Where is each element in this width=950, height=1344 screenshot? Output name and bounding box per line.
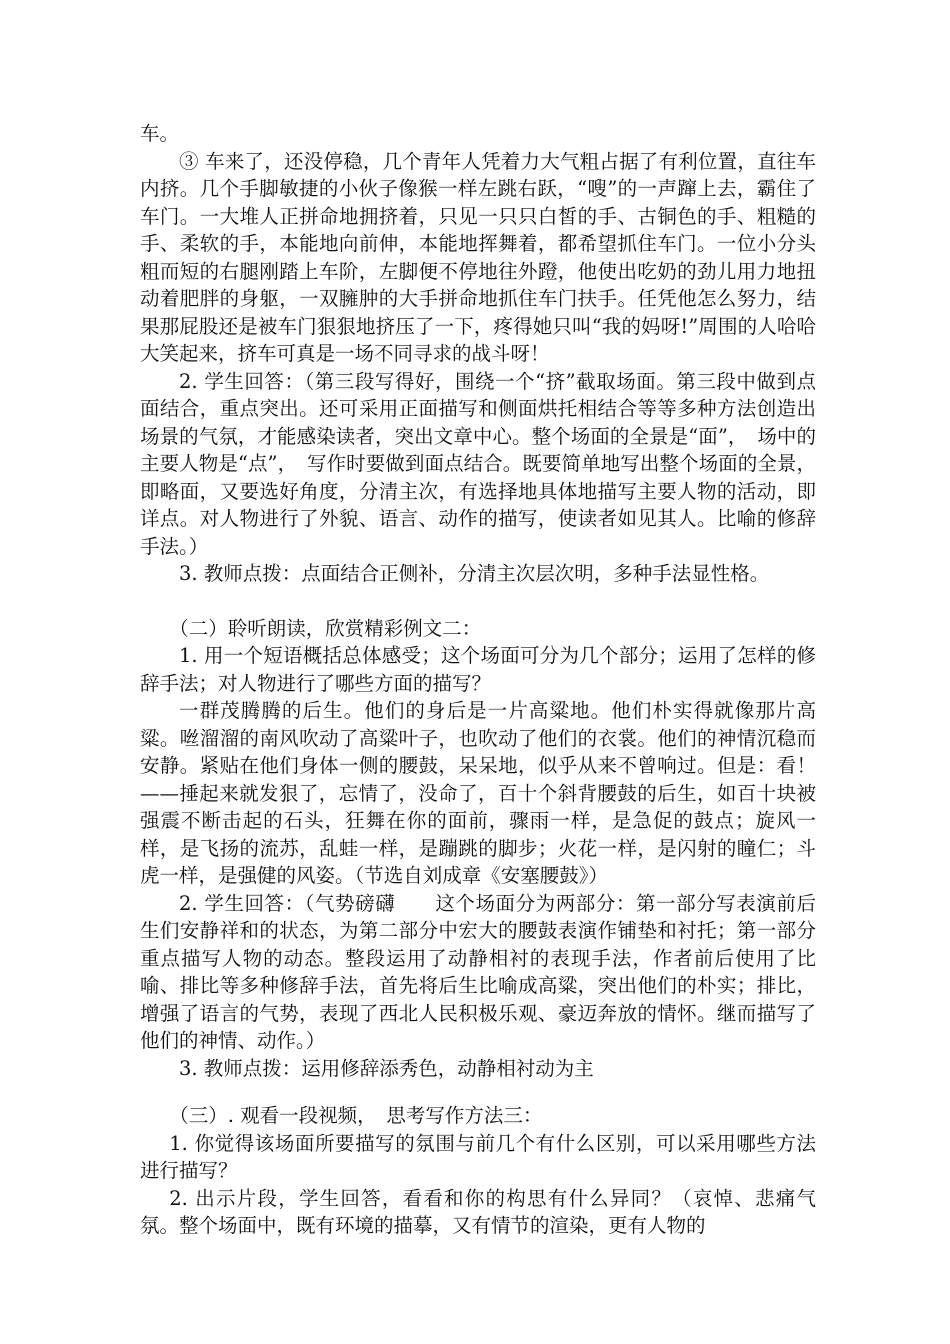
section-heading-3: （三）. 观看一段视频， 思考写作方法三：: [169, 1104, 543, 1127]
paragraph-example-crowded-bus: ③ 车来了，还没停稳，几个青年人凭着力大气粗占据了有利位置，直往车内挤。几个手脚敏捷的小伙子像猴一样左跳右跃，“嗖”的一声蹿上去，霸住了车门。一大堆人正拼命地拥挤着，只见一只只白皙的手、古铜色的手、粗糙的手、柔软的手，本能地向前伸，本能地挥舞着，都希望抓住车门。一位小分头粗而短的右腿刚踏上车阶，左脚便不停地往外蹬，他使出吃奶的劲儿用力地扭动着肥胖的身躯，一双臃肿的大手拼命地抓住车门扶手。任凭他怎么努力，结果那屁股还是被车门狠狠地挤压了一下，疼得她只叫“我的妈呀!”周围的人哈哈大笑起来，挤车可真是一场不同寻求的战斗呀！: [140, 149, 816, 365]
paragraph-continuation: 车。: [140, 122, 180, 145]
paragraph-student-answer-2: 2. 学生回答：（气势磅礴 这个场面分为两部分：第一部分写表演前后生们安静祥和的状态，为第二部分中宏大的腰鼓表演作铺垫和衬托；第一部分重点描写人物的动态。整段运用了动静相衬的表现手法，作者前后使用了比喻、排比等多种修辞手法，首先将后生比喻成高粱，突出他们的朴实；排比，增强了语言的气势，表现了西北人民积极乐观、豪迈奔放的情怀。继而描写了他们的神情、动作。）: [140, 891, 816, 1052]
spacer: [140, 588, 816, 615]
paragraph-question-2: 1. 用一个短语概括总体感受；这个场面可分为几个部分；运用了怎样的修辞手法；对人物进行了哪些方面的描写？: [140, 644, 816, 695]
paragraph-question-3: 1. 你觉得该场面所要描写的氛围与前几个有什么区别，可以采用哪些方法进行描写？: [140, 1131, 816, 1182]
section-heading-2: （二）聆听朗读，欣赏精彩例文二：: [169, 616, 482, 640]
paragraph-teacher-tip-1: 3. 教师点拨：点面结合正侧补，分清主次层次明，多种手法显性格。: [179, 562, 770, 585]
paragraph-teacher-tip-2: 3. 教师点拨：运用修辞添秀色，动静相衬动为主: [179, 1056, 594, 1080]
paragraph-example-waist-drum: 一群茂腾腾的后生。他们的身后是一片高粱地。他们朴实得就像那片高粱。咝溜溜的南风吹动了高粱叶子，也吹动了他们的衣裳。他们的神情沉稳而安静。紧贴在他们身体一侧的腰鼓，呆呆地，似乎从来不曾响过。但是：看！——捶起来就发狠了，忘情了，没命了，百十个斜背腰鼓的后生，如百十块被强震不断击起的石头，狂舞在你的面前，骤雨一样，是急促的鼓点；旋风一样，是飞扬的流苏，乱蛙一样，是蹦跳的脚步；火花一样，是闪射的瞳仁；斗虎一样，是强健的风姿。（节选自刘成章《安塞腰鼓》）: [140, 699, 816, 887]
spacer: [140, 1082, 816, 1102]
document-body: [140, 120, 816, 1240]
paragraph-student-answer-1: 2. 学生回答：（第三段写得好，围绕一个“挤”截取场面。第三段中做到点面结合，重点突出。还可采用正面描写和侧面烘托相结合等等多种方法创造出场景的气氛，才能感染读者，突出文章中心。整个场面的全景是“面”， 场中的主要人物是“点”， 写作时要做到面点结合。既要简单地写出整个场面的全景，即略面，又要选好角度，分清主次，有选择地具体地描写主要人物的活动，即详点。对人物进行了外貌、语言、动作的描写，使读者如见其人。比喻的修辞手法。）: [140, 369, 816, 558]
paragraph-excerpt-3: 2. 出示片段，学生回答，看看和你的构思有什么异同？（哀悼、悲痛气氛。整个场面中，既有环境的描摹，又有情节的渲染，更有人物的: [140, 1186, 816, 1237]
